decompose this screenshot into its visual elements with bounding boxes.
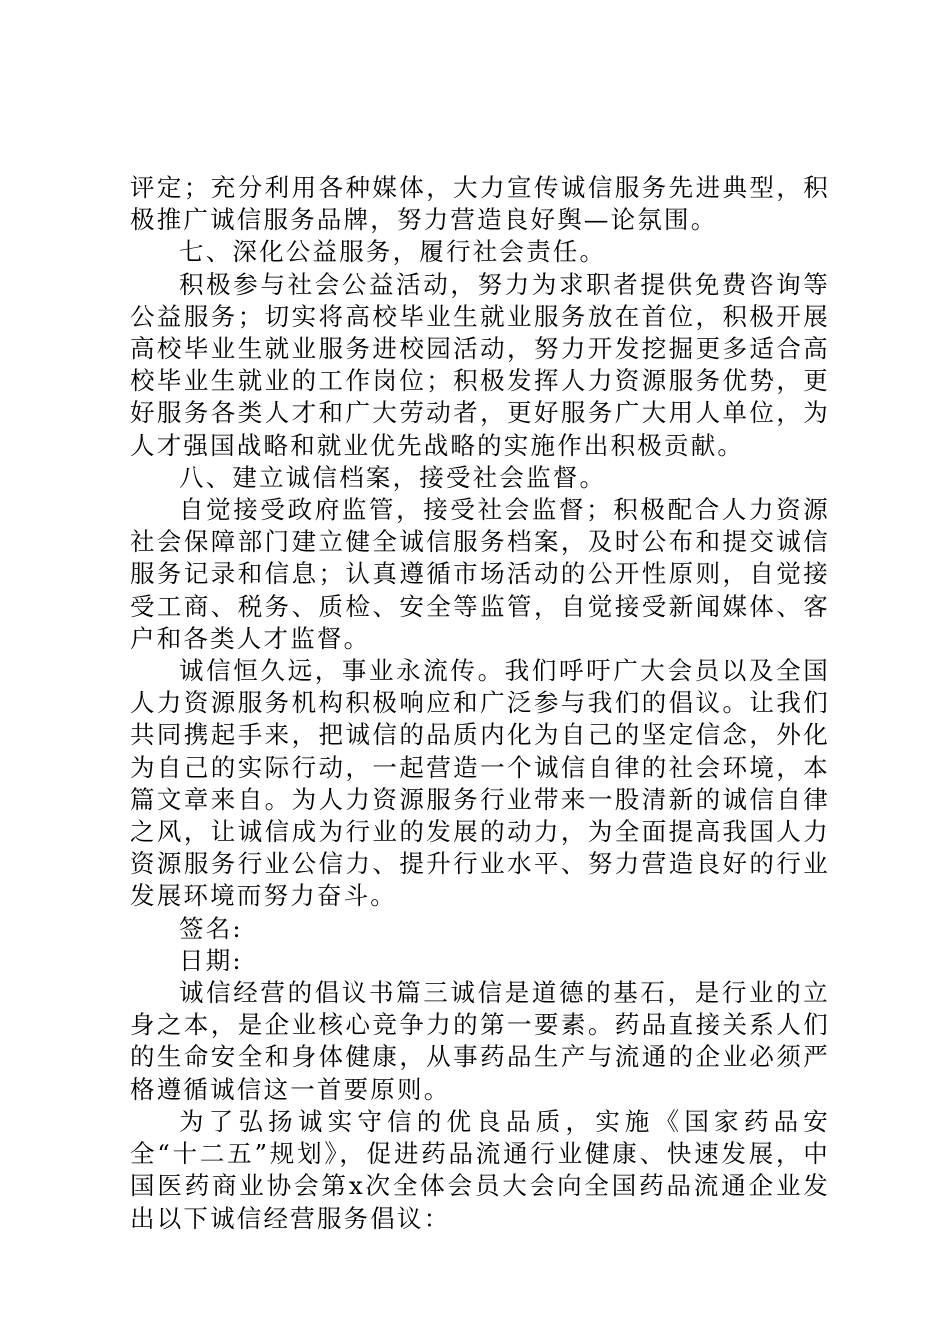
paragraph-1: 评定；充分利用各种媒体，大力宣传诚信服务先进典型，积极推广诚信服务品牌，努力营造良好舆—论氛围。 (130, 173, 830, 235)
paragraph-4: 诚信恒久远，事业永流传。我们呼吁广大会员以及全国人力资源服务机构积极响应和广泛参与我们的倡议。让我们共同携起手来，把诚信的品质内化为自己的坚定信念，外化为自己的实际行动，一起营造一个诚信自律的社会环境，本篇文章来自。为人力资源服务行业带来一股清新的诚信自律之风，让诚信成为行业的发展的动力，为全面提高我国人力资源服务行业公信力、提升行业水平、努力营造良好的行业发展环境而努力奋斗。 (130, 656, 830, 911)
document-page (130, 172, 830, 1235)
signature-label: 签名: (179, 913, 243, 943)
section-heading-8: 八、建立诚信档案，接受社会监督。 (179, 462, 607, 492)
paragraph-6: 为了弘扬诚实守信的优良品质，实施《国家药品安全“十二五”规划》，促进药品流通行业健康、快速发展，中国医药商业协会第x次全体会员大会向全国药品流通企业发出以下诚信经营服务倡议： (130, 1106, 830, 1233)
paragraph-5: 诚信经营的倡议书篇三诚信是道德的基石，是行业的立身之本，是企业核心竞争力的第一要素。药品直接关系人们的生命安全和身体健康，从事药品生产与流通的企业必须严格遵循诚信这一首要原则。 (130, 978, 830, 1104)
paragraph-3: 自觉接受政府监管，接受社会监督；积极配合人力资源社会保障部门建立健全诚信服务档案，及时公布和提交诚信服务记录和信息；认真遵循市场活动的公开性原则，自觉接受工商、税务、质检、安全等监管，自觉接受新闻媒体、客户和各类人才监督。 (130, 495, 830, 653)
paragraph-2: 积极参与社会公益活动，努力为求职者提供免费咨询等公益服务；切实将高校毕业生就业服务放在首位，积极开展高校毕业生就业服务进校园活动，努力开发挖掘更多适合高校毕业生就业的工作岗位；积极发挥人力资源服务优势，更好服务各类人才和广大劳动者，更好服务广大用人单位，为人才强国战略和就业优先战略的实施作出积极贡献。 (130, 269, 830, 460)
section-heading-7: 七、深化公益服务，履行社会责任。 (179, 237, 607, 267)
date-label: 日期: (179, 945, 243, 975)
